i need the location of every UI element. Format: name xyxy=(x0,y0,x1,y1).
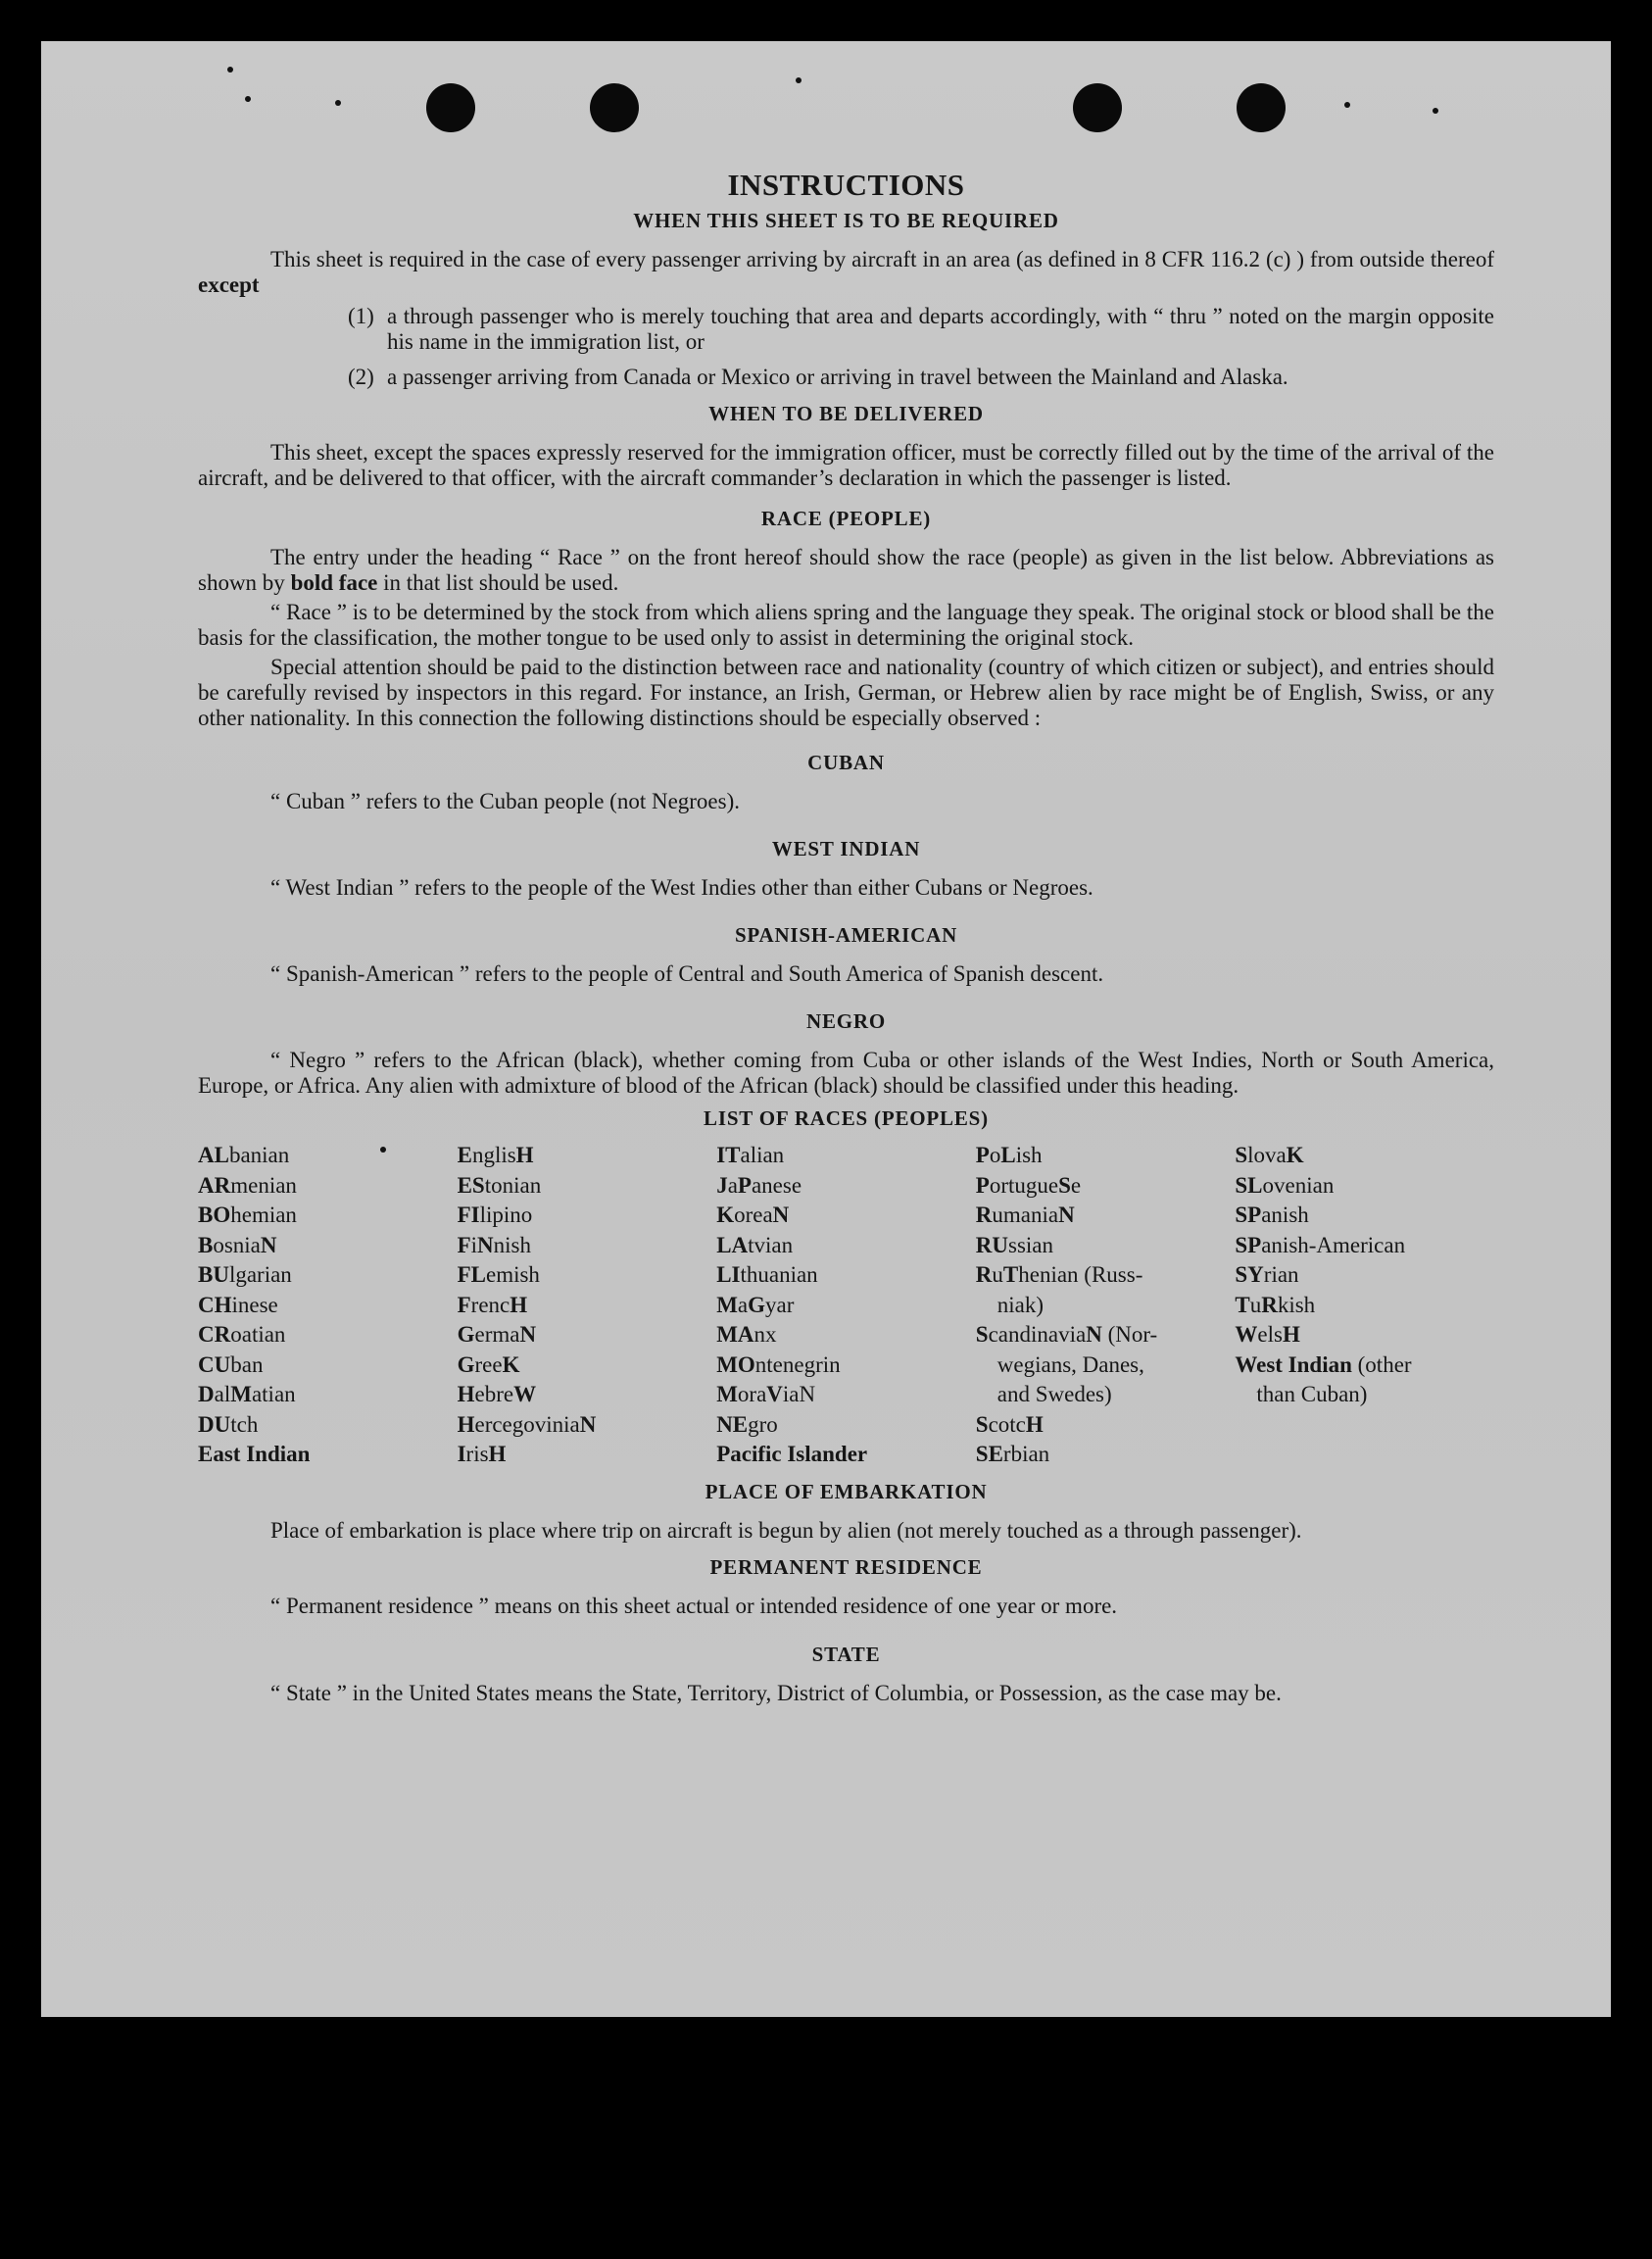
punch-hole xyxy=(590,83,639,132)
item-text: a passenger arriving from Canada or Mexico or arriving in travel between the Mainland and Alaska. xyxy=(387,365,1288,389)
section-heading-west-indian: WEST INDIAN xyxy=(771,837,921,860)
race-entry: HebreW xyxy=(457,1382,537,1406)
instructions-content xyxy=(198,168,1494,1706)
punch-hole xyxy=(1237,83,1286,132)
race-entry: MOntenegrin xyxy=(716,1351,841,1377)
required-intro-bold: except xyxy=(198,272,260,297)
required-item xyxy=(198,365,1494,390)
race-entry: PoLish xyxy=(975,1143,1043,1167)
race-entry: DUtch xyxy=(198,1411,259,1437)
race-column xyxy=(458,1141,717,1470)
section-heading-cuban: CUBAN xyxy=(807,751,885,774)
race-entry: SPanish xyxy=(1235,1203,1309,1227)
race-entry: EStonian xyxy=(457,1172,542,1198)
race-paragraph-1 xyxy=(198,545,1494,596)
punch-hole xyxy=(1073,83,1122,132)
section-heading-delivered: WHEN TO BE DELIVERED xyxy=(708,402,984,425)
race-entry: WelsH xyxy=(1235,1322,1300,1347)
section-heading-residence: PERMANENT RESIDENCE xyxy=(709,1554,983,1579)
punch-hole xyxy=(426,83,475,132)
residence-text: “ Permanent residence ” means on this sheet actual or intended residence of one year or more. xyxy=(270,1593,1118,1618)
required-intro-text: This sheet is required in the case of every passenger arriving by aircraft in an area (as defined in 8 CFR 116.2 (c) ) from outside thereof xyxy=(270,247,1494,271)
race-paragraph-2: “ Race ” is to be determined by the stock from which aliens spring and the language they speak. The original stock or blood shall be the basis for the classification, the mother tongue to be used only to assist in determining the original stock. xyxy=(198,600,1494,650)
race-entry: SErbian xyxy=(975,1442,1050,1466)
race-entry: TuRkish xyxy=(1235,1292,1316,1317)
item-number: (2) xyxy=(348,365,374,389)
paper-speck xyxy=(796,77,802,83)
race-entry: FLemish xyxy=(457,1262,540,1287)
section-heading-required: WHEN THIS SHEET IS TO BE REQUIRED xyxy=(633,209,1059,232)
race-entry: MoraViaN xyxy=(716,1382,816,1406)
race-entry: and Swedes) xyxy=(996,1382,1112,1406)
negro-text: “ Negro ” refers to the African (black), whether coming from Cuba or other islands of the West Indies, North or South America, Europe, or Africa. Any alien with admixture of blood of the African (black) should be classified under this heading. xyxy=(198,1048,1494,1098)
race-entry: ScandinaviaN (Nor- xyxy=(975,1322,1158,1347)
race-entry: PortugueSe xyxy=(975,1172,1082,1198)
race-entry: EnglisH xyxy=(457,1143,534,1167)
paper-speck xyxy=(1344,102,1350,108)
race-entry: BosniaN xyxy=(198,1232,277,1257)
race-entry: LIthuanian xyxy=(716,1262,818,1287)
race-entry: CRoatian xyxy=(198,1322,286,1347)
item-text: a through passenger who is merely touching that area and departs accordingly, with “ thru ” noted on the margin opposite his name in the immigration list, or xyxy=(387,304,1494,354)
section-heading-state: STATE xyxy=(811,1642,881,1666)
race-entry: HercegoviniaN xyxy=(457,1411,597,1437)
race-entry: ScotcH xyxy=(975,1411,1044,1437)
race-column xyxy=(976,1141,1236,1470)
paper-speck xyxy=(227,67,233,73)
race-entry: SlovaK xyxy=(1235,1143,1304,1167)
race-p1-text: The entry under the heading “ Race ” on the front hereof should show the race (people) as given in the list below. Abbreviations as shown by xyxy=(198,545,1494,595)
race-entry: MaGyar xyxy=(716,1292,795,1317)
race-entry: KoreaN xyxy=(716,1203,790,1227)
race-entry: LAtvian xyxy=(716,1232,794,1257)
paper-speck xyxy=(245,96,251,102)
race-entry: FIlipino xyxy=(457,1203,533,1227)
race-entry: SYrian xyxy=(1235,1262,1299,1287)
required-item xyxy=(198,304,1494,355)
race-p1-text-end: in that list should be used. xyxy=(383,570,619,595)
section-heading-list-of-races: LIST OF RACES (PEOPLES) xyxy=(704,1106,989,1130)
race-entry: CHinese xyxy=(198,1292,278,1317)
item-number: (1) xyxy=(348,304,374,328)
race-entry: RuThenian (Russ- xyxy=(975,1262,1143,1287)
race-entry: CUban xyxy=(198,1351,264,1377)
document-sheet xyxy=(41,41,1611,2017)
race-entry: DalMatian xyxy=(198,1382,296,1406)
race-entry: BOhemian xyxy=(198,1203,297,1227)
race-entry: ARmenian xyxy=(198,1172,297,1198)
race-column xyxy=(716,1141,976,1470)
section-heading-negro: NEGRO xyxy=(805,1009,886,1033)
race-entry: FiNnish xyxy=(457,1232,532,1257)
section-heading-embarkation: PLACE OF EMBARKATION xyxy=(705,1479,988,1503)
race-list-grid xyxy=(198,1141,1494,1470)
race-entry: RumaniaN xyxy=(975,1203,1075,1227)
paper-speck xyxy=(335,100,341,106)
race-entry: West Indian (other xyxy=(1235,1351,1412,1377)
race-entry: wegians, Danes, xyxy=(996,1351,1144,1377)
race-entry: MAnx xyxy=(716,1322,777,1347)
section-heading-spanish-american: SPANISH-AMERICAN xyxy=(734,923,958,947)
required-intro xyxy=(198,247,1494,298)
race-entry: IrisH xyxy=(457,1442,507,1466)
race-entry: ITalian xyxy=(716,1143,785,1167)
state-text: “ State ” in the United States means the State, Territory, District of Columbia, or Possession, as the case may be. xyxy=(270,1680,1282,1705)
race-entry: GermaN xyxy=(457,1322,537,1347)
embarkation-text: Place of embarkation is place where trip on aircraft is begun by alien (not merely touched as a through passenger). xyxy=(270,1517,1302,1543)
race-entry: niak) xyxy=(996,1292,1045,1317)
cuban-text: “ Cuban ” refers to the Cuban people (not Negroes). xyxy=(270,789,741,813)
race-entry: SPanish-American xyxy=(1235,1232,1406,1257)
paper-speck xyxy=(1433,108,1438,114)
spanish-american-text: “ Spanish-American ” refers to the people of Central and South America of Spanish descent. xyxy=(270,961,1104,986)
race-entry: ALbanian xyxy=(198,1143,290,1167)
race-entry: FrencH xyxy=(457,1292,528,1317)
race-entry: GreeK xyxy=(457,1351,520,1377)
page-title: INSTRUCTIONS xyxy=(727,168,965,202)
section-heading-race: RACE (PEOPLE) xyxy=(760,507,932,530)
race-entry: SLovenian xyxy=(1235,1172,1335,1198)
race-entry: BUlgarian xyxy=(198,1262,292,1287)
delivered-text: This sheet, except the spaces expressly reserved for the immigration officer, must be correctly filled out by the time of the arrival of the aircraft, and be delivered to that officer, with the aircraft commander’s declaration in which the passenger is listed. xyxy=(198,440,1494,490)
race-column xyxy=(1235,1141,1494,1470)
race-entry: JaPanese xyxy=(716,1172,802,1198)
race-p1-bold: bold face xyxy=(290,570,378,595)
race-entry: NEgro xyxy=(716,1411,778,1437)
race-entry: East Indian xyxy=(198,1442,311,1466)
race-paragraph-3: Special attention should be paid to the distinction between race and nationality (country of which citizen or subject), and entries should be carefully revised by inspectors in this regard. For instance, an Irish, German, or Hebrew alien by race might be of English, Swiss, or any other nationality. In this connection the following distinctions should be especially observed : xyxy=(198,655,1494,730)
west-indian-text: “ West Indian ” refers to the people of the West Indies other than either Cubans or Negroes. xyxy=(270,875,1093,900)
race-column xyxy=(198,1141,458,1470)
race-entry: Pacific Islander xyxy=(716,1442,868,1466)
race-entry: RUssian xyxy=(975,1232,1054,1257)
race-entry: than Cuban) xyxy=(1256,1382,1368,1406)
